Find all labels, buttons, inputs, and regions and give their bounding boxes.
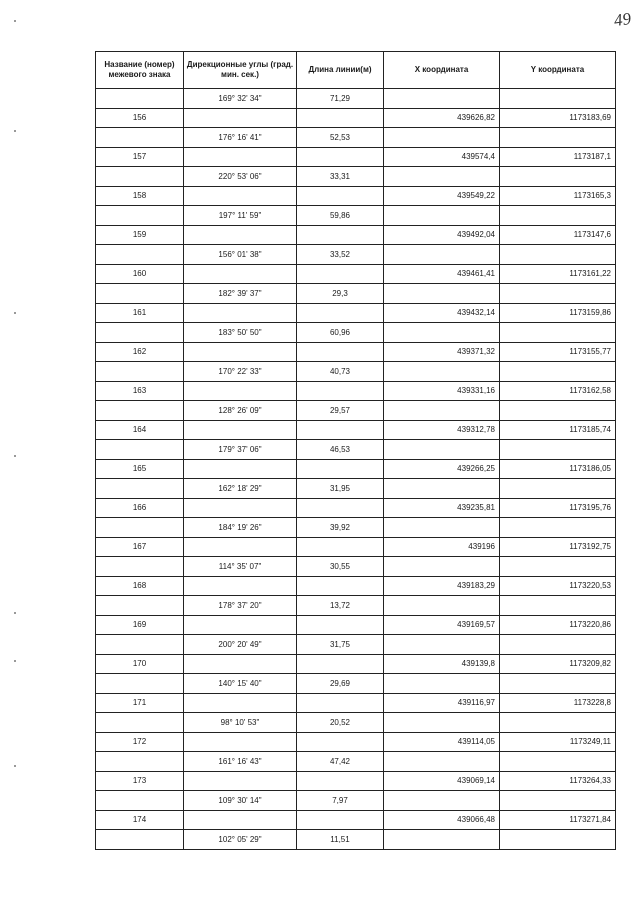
marker-row [96,537,616,557]
empty-cell [297,420,384,440]
y-coordinate-cell: 1173249,11 [500,732,616,752]
empty-cell [500,518,616,538]
segment-row [96,674,616,694]
marker-name-cell: 160 [96,264,184,284]
x-coordinate-cell: 439183,29 [384,576,500,596]
empty-cell [500,128,616,148]
empty-cell [184,537,297,557]
marker-row [96,810,616,830]
marker-name-cell: 158 [96,186,184,206]
segment-row [96,635,616,655]
x-coordinate-cell: 439069,14 [384,771,500,791]
empty-cell [384,401,500,421]
segment-row [96,323,616,343]
direction-angle-cell: 162° 18' 29" [184,479,297,499]
direction-angle-cell: 176° 16' 41" [184,128,297,148]
empty-cell [96,791,184,811]
marker-name-cell: 163 [96,381,184,401]
empty-cell [96,674,184,694]
empty-cell [500,596,616,616]
header-direction-angle: Дирекционные углы (град. мин. сек.) [184,52,297,89]
x-coordinate-cell: 439169,57 [384,615,500,635]
empty-cell [500,89,616,109]
marker-name-cell: 170 [96,654,184,674]
margin-mark [14,612,16,614]
marker-name-cell: 166 [96,498,184,518]
direction-angle-cell: 98° 10' 53" [184,713,297,733]
line-length-cell: 29,57 [297,401,384,421]
empty-cell [96,167,184,187]
x-coordinate-cell: 439492,04 [384,225,500,245]
empty-cell [96,713,184,733]
marker-name-cell: 157 [96,147,184,167]
x-coordinate-cell: 439312,78 [384,420,500,440]
header-marker-name: Название (номер) межевого знака [96,52,184,89]
margin-mark [14,130,16,132]
segment-row [96,206,616,226]
marker-row [96,576,616,596]
empty-cell [500,674,616,694]
empty-cell [297,771,384,791]
empty-cell [96,440,184,460]
empty-cell [96,518,184,538]
empty-cell [96,830,184,850]
marker-name-cell: 162 [96,342,184,362]
line-length-cell: 31,95 [297,479,384,499]
margin-mark [14,660,16,662]
empty-cell [96,89,184,109]
segment-row [96,713,616,733]
empty-cell [297,810,384,830]
boundary-coordinates-table [95,51,616,850]
segment-row [96,245,616,265]
direction-angle-cell: 200° 20' 49" [184,635,297,655]
y-coordinate-cell: 1173209,82 [500,654,616,674]
empty-cell [297,615,384,635]
empty-cell [96,245,184,265]
direction-angle-cell: 197° 11' 59" [184,206,297,226]
empty-cell [384,752,500,772]
empty-cell [96,206,184,226]
marker-name-cell: 173 [96,771,184,791]
segment-row [96,479,616,499]
y-coordinate-cell: 1173165,3 [500,186,616,206]
segment-row [96,518,616,538]
direction-angle-cell: 184° 19' 26" [184,518,297,538]
empty-cell [96,557,184,577]
x-coordinate-cell: 439235,81 [384,498,500,518]
table-body [96,89,616,850]
x-coordinate-cell: 439626,82 [384,108,500,128]
line-length-cell: 33,31 [297,167,384,187]
direction-angle-cell: 169° 32' 34" [184,89,297,109]
marker-row [96,459,616,479]
x-coordinate-cell: 439371,32 [384,342,500,362]
empty-cell [500,557,616,577]
margin-mark [14,20,16,22]
line-length-cell: 13,72 [297,596,384,616]
empty-cell [500,206,616,226]
marker-name-cell: 159 [96,225,184,245]
direction-angle-cell: 114° 35' 07" [184,557,297,577]
empty-cell [500,362,616,382]
direction-angle-cell: 109° 30' 14" [184,791,297,811]
marker-row [96,381,616,401]
marker-row [96,693,616,713]
empty-cell [384,479,500,499]
marker-name-cell: 168 [96,576,184,596]
empty-cell [184,342,297,362]
empty-cell [297,186,384,206]
empty-cell [184,186,297,206]
marker-name-cell: 174 [96,810,184,830]
direction-angle-cell: 179° 37' 06" [184,440,297,460]
empty-cell [96,284,184,304]
line-length-cell: 60,96 [297,323,384,343]
empty-cell [500,245,616,265]
line-length-cell: 11,51 [297,830,384,850]
empty-cell [297,498,384,518]
empty-cell [96,401,184,421]
empty-cell [297,576,384,596]
x-coordinate-cell: 439432,14 [384,303,500,323]
header-x-coordinate: X координата [384,52,500,89]
marker-name-cell: 156 [96,108,184,128]
empty-cell [184,498,297,518]
direction-angle-cell: 170° 22' 33" [184,362,297,382]
empty-cell [384,128,500,148]
x-coordinate-cell: 439196 [384,537,500,557]
x-coordinate-cell: 439266,25 [384,459,500,479]
y-coordinate-cell: 1173147,6 [500,225,616,245]
empty-cell [500,440,616,460]
empty-cell [297,381,384,401]
empty-cell [384,440,500,460]
empty-cell [500,479,616,499]
marker-row [96,654,616,674]
empty-cell [96,479,184,499]
empty-cell [384,89,500,109]
marker-row [96,771,616,791]
segment-row [96,752,616,772]
empty-cell [184,108,297,128]
line-length-cell: 29,69 [297,674,384,694]
empty-cell [184,771,297,791]
direction-angle-cell: 220° 53' 06" [184,167,297,187]
empty-cell [184,693,297,713]
empty-cell [184,810,297,830]
line-length-cell: 71,29 [297,89,384,109]
empty-cell [384,713,500,733]
empty-cell [297,459,384,479]
marker-row [96,186,616,206]
marker-name-cell: 165 [96,459,184,479]
direction-angle-cell: 128° 26' 09" [184,401,297,421]
line-length-cell: 7,97 [297,791,384,811]
direction-angle-cell: 102° 05' 29" [184,830,297,850]
marker-row [96,264,616,284]
empty-cell [384,791,500,811]
y-coordinate-cell: 1173161,22 [500,264,616,284]
line-length-cell: 39,92 [297,518,384,538]
segment-row [96,167,616,187]
page-number: 49 [612,8,633,31]
x-coordinate-cell: 439114,05 [384,732,500,752]
marker-row [96,342,616,362]
empty-cell [297,654,384,674]
direction-angle-cell: 156° 01' 38" [184,245,297,265]
empty-cell [384,830,500,850]
y-coordinate-cell: 1173186,05 [500,459,616,479]
empty-cell [297,147,384,167]
x-coordinate-cell: 439574,4 [384,147,500,167]
empty-cell [500,830,616,850]
marker-name-cell: 171 [96,693,184,713]
y-coordinate-cell: 1173187,1 [500,147,616,167]
y-coordinate-cell: 1173155,77 [500,342,616,362]
line-length-cell: 20,52 [297,713,384,733]
marker-name-cell: 172 [96,732,184,752]
marker-name-cell: 169 [96,615,184,635]
empty-cell [184,576,297,596]
marker-row [96,498,616,518]
table-header-row [96,52,616,89]
direction-angle-cell: 161° 16' 43" [184,752,297,772]
y-coordinate-cell: 1173264,33 [500,771,616,791]
marker-name-cell: 164 [96,420,184,440]
empty-cell [96,323,184,343]
x-coordinate-cell: 439066,48 [384,810,500,830]
marker-row [96,615,616,635]
empty-cell [96,362,184,382]
empty-cell [96,596,184,616]
segment-row [96,284,616,304]
line-length-cell: 46,53 [297,440,384,460]
direction-angle-cell: 183° 50' 50" [184,323,297,343]
margin-mark [14,765,16,767]
empty-cell [500,401,616,421]
y-coordinate-cell: 1173185,74 [500,420,616,440]
empty-cell [184,225,297,245]
empty-cell [384,323,500,343]
marker-name-cell: 167 [96,537,184,557]
empty-cell [384,596,500,616]
segment-row [96,401,616,421]
empty-cell [384,518,500,538]
empty-cell [96,635,184,655]
empty-cell [297,693,384,713]
empty-cell [384,245,500,265]
empty-cell [500,167,616,187]
segment-row [96,830,616,850]
x-coordinate-cell: 439461,41 [384,264,500,284]
segment-row [96,128,616,148]
x-coordinate-cell: 439549,22 [384,186,500,206]
empty-cell [297,732,384,752]
header-y-coordinate: Y координата [500,52,616,89]
y-coordinate-cell: 1173228,8 [500,693,616,713]
empty-cell [297,537,384,557]
empty-cell [184,459,297,479]
empty-cell [500,791,616,811]
margin-mark [14,312,16,314]
segment-row [96,791,616,811]
empty-cell [96,128,184,148]
empty-cell [500,752,616,772]
line-length-cell: 31,75 [297,635,384,655]
x-coordinate-cell: 439139,8 [384,654,500,674]
line-length-cell: 30,55 [297,557,384,577]
empty-cell [184,381,297,401]
header-line-length: Длина линии(м) [297,52,384,89]
empty-cell [384,635,500,655]
x-coordinate-cell: 439331,16 [384,381,500,401]
y-coordinate-cell: 1173195,76 [500,498,616,518]
segment-row [96,362,616,382]
empty-cell [500,284,616,304]
empty-cell [384,284,500,304]
empty-cell [297,225,384,245]
empty-cell [184,732,297,752]
empty-cell [500,635,616,655]
line-length-cell: 59,86 [297,206,384,226]
empty-cell [500,713,616,733]
marker-row [96,732,616,752]
segment-row [96,557,616,577]
empty-cell [184,654,297,674]
empty-cell [384,674,500,694]
line-length-cell: 52,53 [297,128,384,148]
y-coordinate-cell: 1173192,75 [500,537,616,557]
y-coordinate-cell: 1173162,58 [500,381,616,401]
empty-cell [297,303,384,323]
empty-cell [384,557,500,577]
empty-cell [184,147,297,167]
empty-cell [297,108,384,128]
empty-cell [384,167,500,187]
empty-cell [297,264,384,284]
line-length-cell: 29,3 [297,284,384,304]
y-coordinate-cell: 1173183,69 [500,108,616,128]
margin-mark [14,455,16,457]
marker-row [96,303,616,323]
empty-cell [96,752,184,772]
segment-row [96,440,616,460]
y-coordinate-cell: 1173220,53 [500,576,616,596]
line-length-cell: 47,42 [297,752,384,772]
empty-cell [184,615,297,635]
y-coordinate-cell: 1173159,86 [500,303,616,323]
empty-cell [500,323,616,343]
y-coordinate-cell: 1173220,86 [500,615,616,635]
empty-cell [384,362,500,382]
direction-angle-cell: 178° 37' 20" [184,596,297,616]
x-coordinate-cell: 439116,97 [384,693,500,713]
segment-row [96,89,616,109]
direction-angle-cell: 140° 15' 40" [184,674,297,694]
marker-row [96,108,616,128]
marker-row [96,147,616,167]
line-length-cell: 33,52 [297,245,384,265]
empty-cell [184,264,297,284]
empty-cell [184,420,297,440]
empty-cell [184,303,297,323]
empty-cell [384,206,500,226]
line-length-cell: 40,73 [297,362,384,382]
marker-row [96,420,616,440]
marker-row [96,225,616,245]
y-coordinate-cell: 1173271,84 [500,810,616,830]
marker-name-cell: 161 [96,303,184,323]
segment-row [96,596,616,616]
empty-cell [297,342,384,362]
direction-angle-cell: 182° 39' 37" [184,284,297,304]
